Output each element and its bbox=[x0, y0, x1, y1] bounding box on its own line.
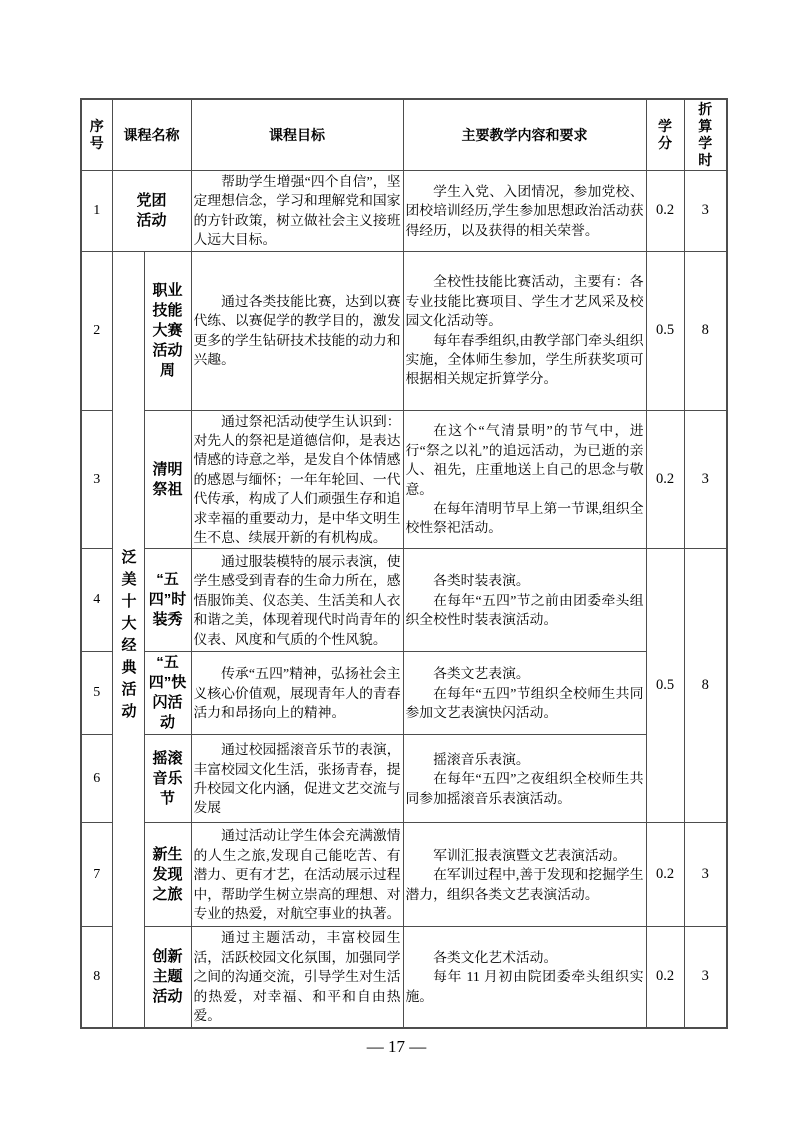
credit-value: 0.5 bbox=[646, 549, 684, 823]
page-number: — 17 — bbox=[366, 1037, 427, 1056]
table-row bbox=[81, 171, 727, 252]
row-index: 5 bbox=[81, 652, 112, 735]
course-objective bbox=[191, 410, 403, 549]
course-name: “五四”时装秀 bbox=[144, 549, 191, 652]
credit-value: 0.2 bbox=[646, 171, 684, 252]
course-objective bbox=[191, 549, 403, 652]
course-content bbox=[403, 735, 646, 823]
row-index: 8 bbox=[81, 927, 112, 1028]
header-hours-label: 折算学时 bbox=[698, 101, 713, 168]
table-row bbox=[81, 549, 727, 652]
course-objective bbox=[191, 735, 403, 823]
paragraph: 通过校园摇滚音乐节的表演，丰富校园文化生活，张扬青春，提升校园文化内涵，促进文艺交流与发展 bbox=[193, 742, 401, 816]
paragraph: 在每年“五四”之夜组织全校师生共同参加摇滚音乐表演活动。 bbox=[405, 771, 644, 806]
header-hours bbox=[684, 99, 727, 171]
credit-value: 0.2 bbox=[646, 410, 684, 549]
row-index: 6 bbox=[81, 735, 112, 823]
table-row bbox=[81, 927, 727, 1028]
course-name: 摇滚音乐节 bbox=[144, 735, 191, 823]
course-objective bbox=[191, 823, 403, 927]
row-index: 4 bbox=[81, 549, 112, 652]
header-index bbox=[81, 99, 112, 171]
paragraph: 在每年清明节早上第一节课,组织全校性祭祀活动。 bbox=[405, 500, 644, 536]
course-name-label: 党团活动 bbox=[136, 191, 167, 229]
paragraph: 每年 11 月初由院团委牵头组织实施。 bbox=[405, 969, 644, 1004]
header-credit bbox=[646, 99, 684, 171]
paragraph: 学生入党、入团情况，参加党校、团校培训经历,学生参加思想政治活动获得经历，以及获得的相关荣誉。 bbox=[405, 183, 644, 238]
paragraph: 通过祭祀活动使学生认识到：对先人的祭祀是道德信仰，是表达情感的诗意之举，是发自个体情感的感恩与缅怀；一年年轮回、一代代传承，构成了人们顽强生存和追求幸福的重要动力，是中华文明生生不息、续展开新的有机构成。 bbox=[193, 413, 401, 546]
course-content bbox=[403, 549, 646, 652]
course-objective bbox=[191, 171, 403, 252]
course-objective bbox=[191, 251, 403, 410]
header-content: 主要教学内容和要求 bbox=[403, 99, 646, 171]
paragraph: 全校性技能比赛活动，主要有：各专业技能比赛项目、学生才艺风采及校园文化活动等。 bbox=[405, 274, 644, 329]
course-table bbox=[80, 98, 728, 1029]
course-content bbox=[403, 652, 646, 735]
paragraph: 在每年“五四”节组织全校师生共同参加文艺表演快闪活动。 bbox=[405, 685, 644, 721]
hours-value: 8 bbox=[684, 549, 727, 823]
hours-value: 3 bbox=[684, 171, 727, 252]
paragraph: 传承“五四”精神，弘扬社会主义核心价值观，展现青年人的青春活力和昂扬向上的精神。 bbox=[193, 666, 401, 721]
course-content bbox=[403, 251, 646, 410]
paragraph: 通过活动让学生体会充满激情的人生之旅,发现自己能吃苦、有潜力、更有才艺，在活动展示过程中，帮助学生树立崇高的理想、对专业的热爱，对航空事业的执著。 bbox=[193, 828, 401, 922]
paragraph: 各类文化艺术活动。 bbox=[433, 949, 558, 965]
header-name: 课程名称 bbox=[112, 99, 191, 171]
paragraph: 每年春季组织,由教学部门牵头组织实施，全体师生参加，学生所获奖项可根据相关规定折算学分。 bbox=[405, 332, 644, 387]
course-name bbox=[112, 171, 191, 252]
header-credit-label: 学分 bbox=[657, 118, 672, 151]
hours-value: 3 bbox=[684, 823, 727, 927]
paragraph: 各类文艺表演。 bbox=[433, 666, 530, 682]
hours-value: 8 bbox=[684, 251, 727, 410]
paragraph: 摇滚音乐表演。 bbox=[433, 751, 530, 767]
group-label: 泛美十大经典活动 bbox=[119, 548, 137, 725]
header-row bbox=[81, 99, 727, 171]
row-index: 1 bbox=[81, 171, 112, 252]
row-index: 3 bbox=[81, 410, 112, 549]
paragraph: 军训汇报表演暨文艺表演活动。 bbox=[433, 847, 627, 863]
table-row bbox=[81, 410, 727, 549]
course-content bbox=[403, 927, 646, 1028]
table-row bbox=[81, 823, 727, 927]
course-name: 创新主题活动 bbox=[144, 927, 191, 1028]
paragraph: 通过主题活动，丰富校园生活，活跃校园文化氛围，加强同学之间的沟通交流，引导学生对生活的热爱，对幸福、和平和自由热爱。 bbox=[193, 930, 401, 1024]
course-name: 职业技能大赛活动周 bbox=[144, 251, 191, 410]
row-index: 7 bbox=[81, 823, 112, 927]
hours-value: 3 bbox=[684, 410, 727, 549]
paragraph: 在每年“五四”节之前由团委牵头组织全校性时装表演活动。 bbox=[405, 592, 644, 628]
credit-value: 0.5 bbox=[646, 251, 684, 410]
course-name: 新生发现之旅 bbox=[144, 823, 191, 927]
course-objective bbox=[191, 652, 403, 735]
course-content bbox=[403, 171, 646, 252]
row-index: 2 bbox=[81, 251, 112, 410]
course-content bbox=[403, 410, 646, 549]
header-objective: 课程目标 bbox=[191, 99, 403, 171]
paragraph: 通过服装模特的展示表演，使学生感受到青春的生命力所在，感悟服饰美、仪态美、生活美和人衣和谐之美，体现着现代时尚青年的仪表、风度和气质的个性风貌。 bbox=[193, 553, 401, 647]
paragraph: 通过各类技能比赛，达到以赛代练、以赛促学的教学目的，激发更多的学生钻研技术技能的动力和兴趣。 bbox=[193, 293, 401, 368]
paragraph: 在这个“气清景明”的节气中，进行“祭之以礼”的追远活动，为已逝的亲人、祖先，庄重地送上自己的思念与敬意。 bbox=[405, 423, 644, 497]
course-name: 清明祭祖 bbox=[144, 410, 191, 549]
group-label-cell bbox=[112, 251, 144, 1027]
hours-value: 3 bbox=[684, 927, 727, 1028]
table-row bbox=[81, 251, 727, 410]
course-objective bbox=[191, 927, 403, 1028]
course-name: “五四”快闪活动 bbox=[144, 652, 191, 735]
paragraph: 在军训过程中,善于发现和挖掘学生潜力，组织各类文艺表演活动。 bbox=[405, 867, 644, 902]
credit-value: 0.2 bbox=[646, 927, 684, 1028]
paragraph: 帮助学生增强“四个自信”，坚定理想信念，学习和理解党和国家的方针政策，树立做社会主义接班人远大目标。 bbox=[193, 174, 401, 248]
paragraph: 各类时装表演。 bbox=[433, 573, 530, 589]
header-index-label: 序号 bbox=[89, 118, 104, 151]
credit-value: 0.2 bbox=[646, 823, 684, 927]
course-content bbox=[403, 823, 646, 927]
table-row bbox=[81, 735, 727, 823]
table-row bbox=[81, 652, 727, 735]
